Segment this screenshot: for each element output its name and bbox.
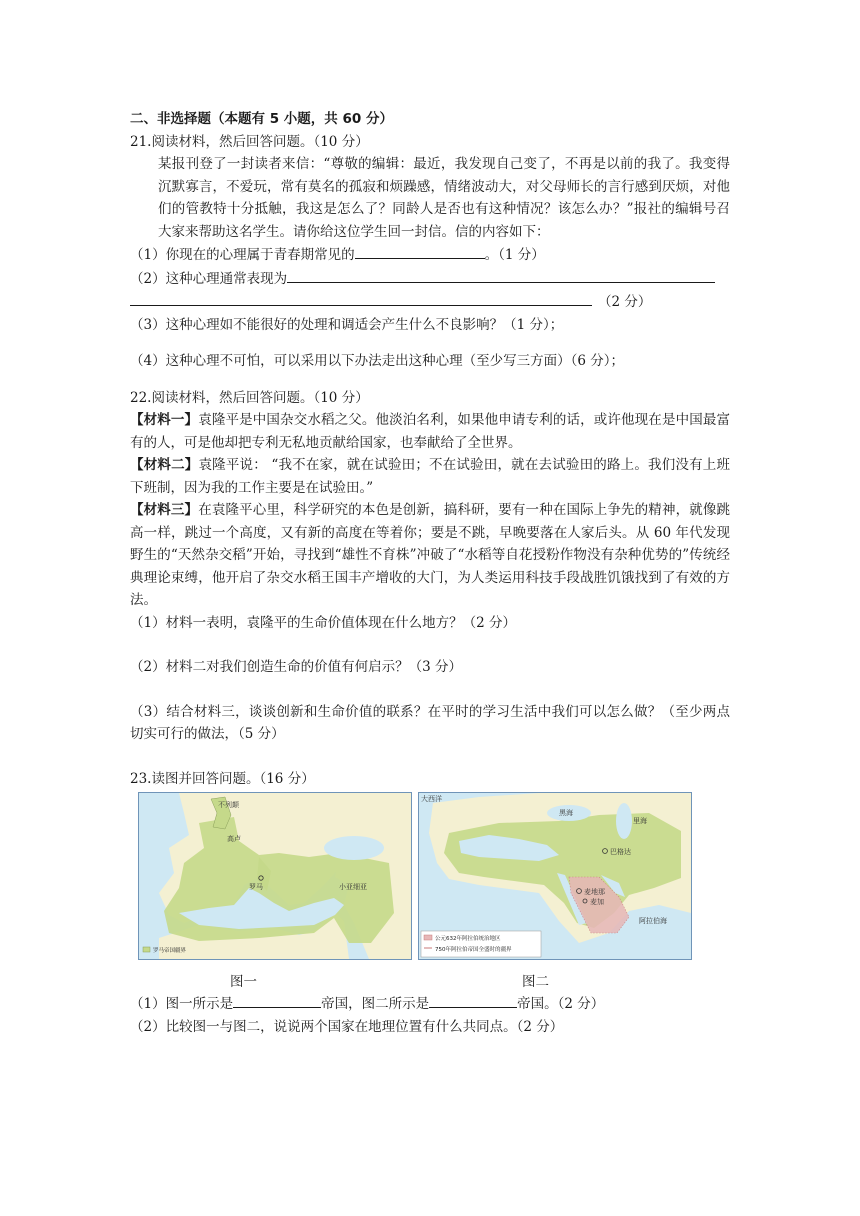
q21-sub1-text: （1）你现在的心理属于青春期常见的 — [130, 247, 355, 263]
material-text: 袁隆平说： “我不在家，就在试验田；不在试验田，就在去试验田的路上。我们没有上班下班制，因为我的工作主要是在试验田。” — [130, 457, 730, 496]
map-label: 不列颠 — [218, 801, 239, 809]
q22-title: 22.阅读材料，然后回答问题。（10 分） — [130, 389, 369, 406]
q22-sub1: （1）材料一表明，袁隆平的生命价值体现在什么地方？（2 分） — [130, 614, 516, 631]
map-arab-empire — [418, 792, 692, 960]
q23-title: 23.读图并回答问题。（16 分） — [130, 770, 315, 787]
exam-page — [130, 108, 730, 1038]
q22-material-1 — [130, 409, 730, 454]
q23-sub1 — [130, 992, 730, 1016]
map-legend: 公元632年阿拉伯统治地区 — [435, 936, 501, 942]
q22-material-3 — [130, 499, 730, 612]
answer-blank[interactable] — [287, 267, 715, 283]
q23-sub1-text-c: 帝国。（2 分） — [517, 996, 605, 1012]
material-tag: 【材料二】 — [130, 457, 199, 473]
q21-material: 某报刊登了一封读者来信：“尊敬的编辑：最近，我发现自己变了，不再是以前的我了。我变得沉默寡言，不爱玩，常有莫名的孤寂和烦躁感，情绪波动大，对父母师长的言行感到厌烦，对他们的管教特十分抵触，我这是怎么了？同龄人是否也有这种情况？该怎么办？”报社的编辑号召大家来帮助这名学生。请你给这位学生回一封信。信的内容如下： — [158, 156, 730, 240]
map-label: 罗马 — [249, 883, 263, 891]
map-label: 巴格达 — [610, 848, 631, 856]
map-label: 麦加 — [590, 898, 604, 906]
map-roman-empire — [138, 792, 412, 960]
arab-map-graphic — [419, 793, 691, 959]
map2-caption: 图二 — [522, 974, 549, 990]
q23-sub1-text-b: 帝国，图二所示是 — [321, 996, 430, 1012]
q23-sub2: （2）比较图一与图二，说说两个国家在地理位置有什么共同点。（2 分） — [130, 1018, 564, 1035]
q22-sub3: （3）结合材料三，谈谈创新和生命价值的联系？在平时的学习生活中我们可以怎么做？（至少两点切实可行的做法，（5 分） — [130, 703, 730, 742]
material-tag: 【材料三】 — [130, 502, 199, 518]
q21-title: 21.阅读材料，然后回答问题。（10 分） — [130, 133, 369, 150]
q23-sub1-text-a: （1）图一所示是 — [130, 996, 234, 1012]
answer-blank[interactable] — [233, 992, 321, 1008]
map-label: 黑海 — [559, 809, 573, 817]
maps-row — [130, 792, 730, 992]
map-label: 阿拉伯海 — [639, 917, 667, 925]
q22-material-2 — [130, 454, 730, 499]
map-label: 大西洋 — [421, 795, 442, 803]
q21-sub2-cont — [130, 290, 730, 314]
q21-sub3: （3）这种心理如不能很好的处理和调适会产生什么不良影响？（1 分）； — [130, 316, 564, 333]
q21-sub1 — [130, 243, 730, 267]
map-label: 高卢 — [227, 835, 241, 843]
map-label: 麦地那 — [584, 888, 605, 896]
q21-sub2-text: （2）这种心理通常表现为 — [130, 270, 288, 287]
answer-blank[interactable] — [429, 992, 517, 1008]
map-legend: 750年阿拉伯帝国全盛时的疆界 — [435, 947, 512, 953]
map-label: 里海 — [633, 817, 647, 825]
map-legend-box — [421, 931, 541, 957]
map-legend: 罗马帝国疆界 — [153, 948, 187, 954]
material-text: 袁隆平是中国杂交水稻之父。他淡泊名利，如果他申请专利的话，或许他现在是中国最富有的人，可是他却把专利无私地贡献给国家，也奉献给了全世界。 — [130, 412, 731, 451]
roman-map-graphic — [139, 793, 411, 959]
q22-sub2: （2）材料二对我们创造生命的价值有何启示？（3 分） — [130, 659, 462, 675]
section-title: 二、非选择题（本题有 5 小题，共 60 分） — [130, 111, 393, 127]
q21-sub4: （4）这种心理不可怕，可以采用以下办法走出这种心理（至少写三方面）（6 分）； — [130, 353, 624, 369]
material-tag: 【材料一】 — [130, 412, 199, 428]
q21-sub2 — [130, 267, 730, 291]
answer-blank[interactable] — [355, 243, 485, 259]
answer-blank[interactable] — [130, 290, 592, 306]
map1-caption: 图一 — [230, 974, 257, 990]
q21-sub1-score: 。（1 分） — [484, 247, 545, 263]
material-text: 在袁隆平心里，科学研究的本色是创新，搞科研，要有一种在国际上争先的精神，就像跳高一样，跳过一个高度，又有新的高度在等着你；要是不跳，早晚要落在人家后头。从 60 年代发现野生的“天然杂交稻”开始，寻找到“雄性不育株”冲破了“水稻等自花授粉作物没有杂种优势的”传统经典理论束缚，他开启了杂交水稻王国丰产增收的大门，为人类运用科技手段战胜饥饿找到了有效的方法。 — [130, 502, 731, 608]
map-label: 小亚细亚 — [339, 883, 367, 891]
q21-sub2-score: （2 分） — [598, 294, 652, 310]
